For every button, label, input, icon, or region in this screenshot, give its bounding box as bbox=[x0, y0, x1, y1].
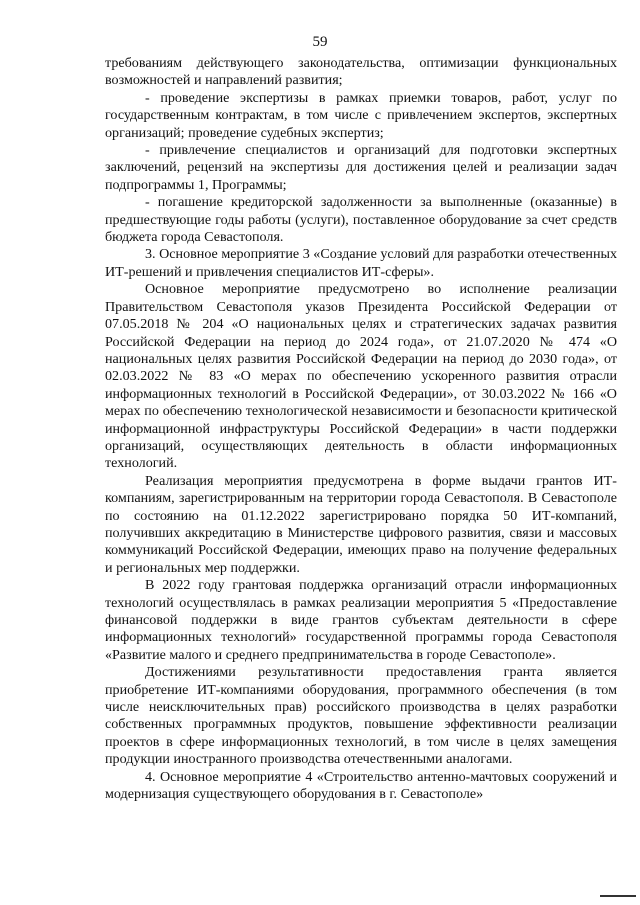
scan-edge-mark bbox=[600, 895, 636, 901]
list-item-expertise: - проведение экспертизы в рамках приемки товаров, работ, услуг по государственным контрактам, в том числе с привлечением экспертов, экспертных организаций; проведение судебных экспертиз; bbox=[105, 89, 617, 141]
list-item-debt-repayment: - погашение кредиторской задолженности за выполненные (оказанные) в предшествующие годы работы (услуги), поставленное оборудование за счет средств бюджета города Севастополя. bbox=[105, 194, 617, 246]
paragraph-decrees: Основное мероприятие предусмотрено во исполнение реализации Правительством Севастополя указов Президента Российской Федерации от 07.05.2018 № 204 «О национальных целях и стратегических задачах развития Российской Федерации на период до 2024 года», от 21.07.2020 № 474 «О национальных целях развития Российской Федерации на период до 2030 года», от 02.03.2022 № 83 «О мерах по обеспечению ускоренного развития отрасли информационных технологий в Российской Федерации», от 30.03.2022 № 166 «О мерах по обеспечению технологической независимости и безопасности критической информационной инфраструктуры Российской Федерации» в части поддержки организаций, осуществляющих деятельность в области информационных технологий. bbox=[105, 281, 617, 472]
document-body bbox=[105, 55, 617, 803]
section-heading-activity-4: 4. Основное мероприятие 4 «Строительство антенно-мачтовых сооружений и модернизация существующего оборудования в г. Севастополе» bbox=[105, 768, 617, 803]
paragraph-results: Достижениями результативности предоставления гранта является приобретение ИТ-компаниями оборудования, программного обеспечения (в том числе неисключительных прав) российского производства в целях разработки собственных программных продуктов, повышение эффективности реализации проектов в сфере информационных технологий, в том числе в целях замещения продукции иностранного производства отечественными аналогами. bbox=[105, 664, 617, 768]
paragraph-2022-support: В 2022 году грантовая поддержка организаций отрасли информационных технологий осуществлялась в рамках реализации мероприятия 5 «Предоставление финансовой поддержки в виде грантов субъектам деятельности в сфере информационных технологий» государственной программы города Севастополя «Развитие малого и среднего предпринимательства в городе Севастополе». bbox=[105, 577, 617, 663]
list-item-specialists: - привлечение специалистов и организаций для подготовки экспертных заключений, рецензий на экспертизы для достижения целей и реализации задач подпрограммы 1, Программы; bbox=[105, 142, 617, 193]
paragraph-continuation: требованиям действующего законодательства, оптимизации функциональных возможностей и направлений развития; bbox=[105, 55, 617, 89]
page-number: 59 bbox=[312, 34, 328, 50]
paragraph-grants: Реализация мероприятия предусмотрена в форме выдачи грантов ИТ-компаниям, зарегистрированным на территории города Севастополя. В Севастополе по состоянию на 01.12.2022 зарегистрировано порядка 50 ИТ-компаний, получивших аккредитацию в Министерстве цифрового развития, связи и массовых коммуникаций Российской Федерации, имеющих право на получение федеральных и региональных мер поддержки. bbox=[105, 472, 617, 576]
section-heading-activity-3: 3. Основное мероприятие 3 «Создание условий для разработки отечественных ИТ-решений и привлечения специалистов ИТ-сферы». bbox=[105, 246, 617, 280]
